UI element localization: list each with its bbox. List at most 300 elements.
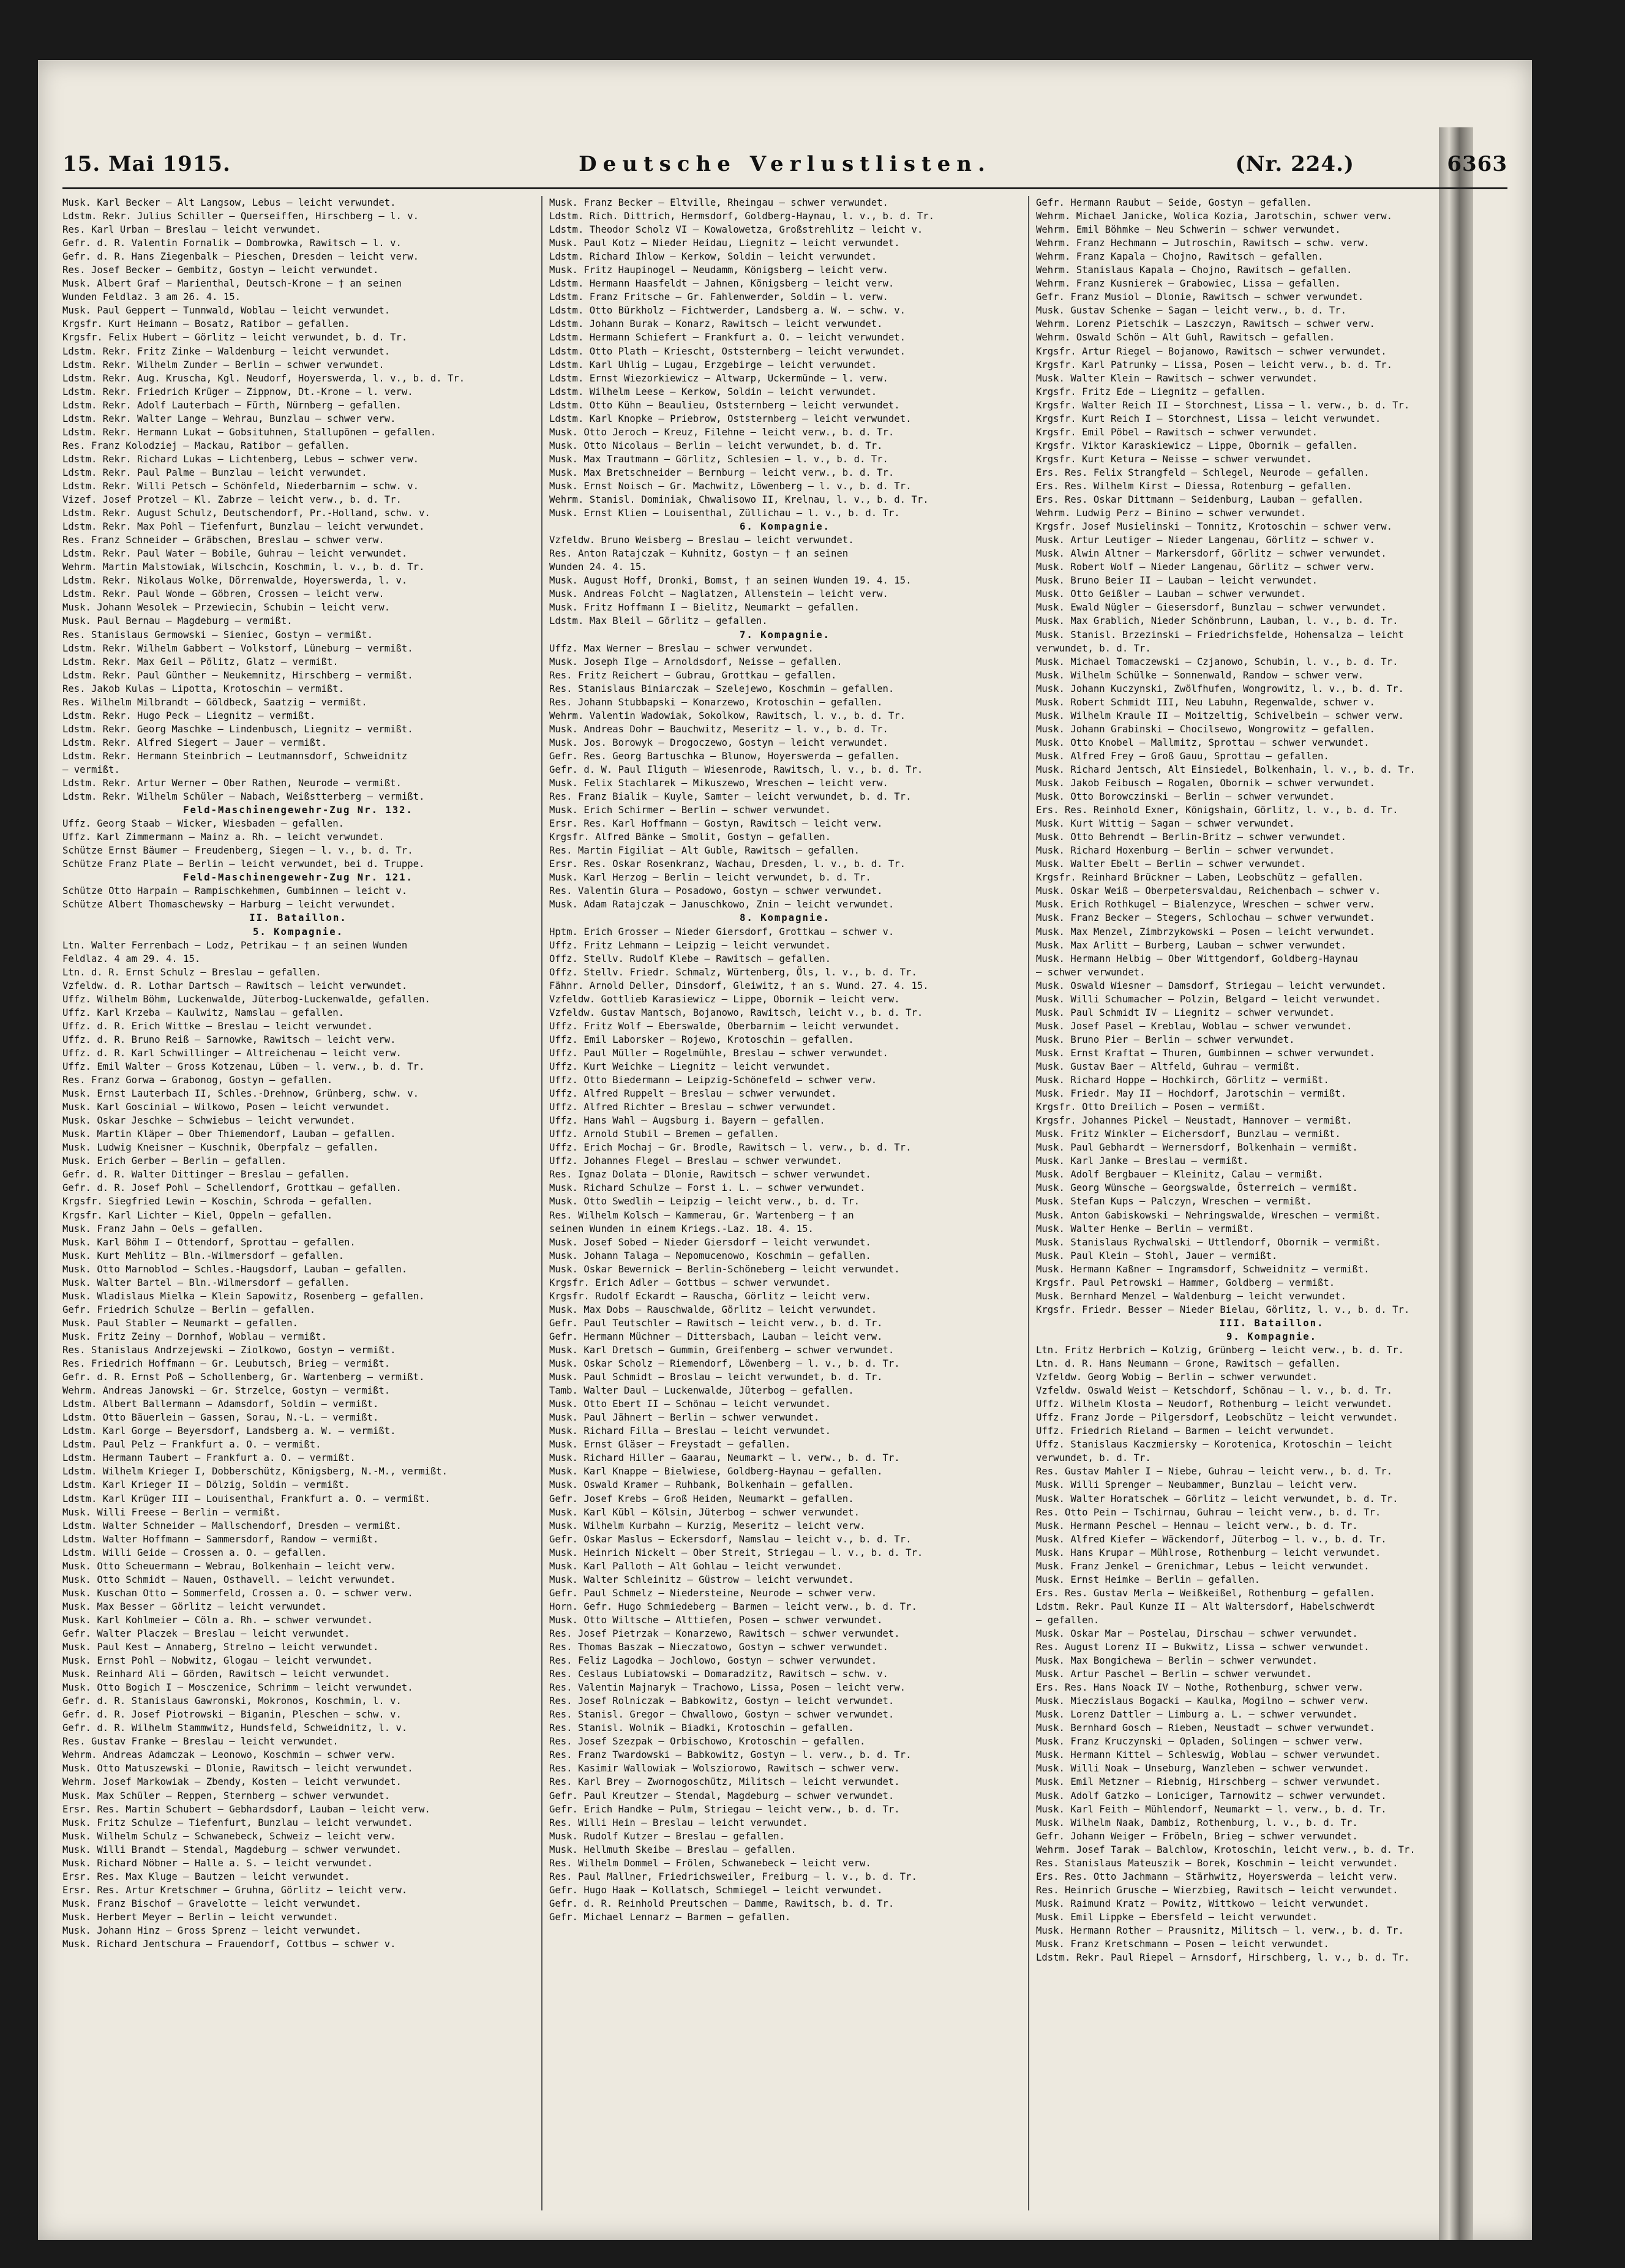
list-entry: Musk. Alwin Altner — Markersdorf, Görlitz — schwer verwundet. [1036,548,1387,560]
list-entry: Krgsfr. Artur Riegel — Bojanowo, Rawitsch — schwer verwundet. [1036,345,1387,357]
list-entry: Musk. Robert Schmidt III, Neu Labuhn, Regenwalde, schwer v. [1036,696,1375,708]
list-entry: Musk. Jakob Feibusch — Rogalen, Obornik — schwer verwundet. [1036,778,1375,789]
list-entry: Gefr. d. R. Reinhold Preutschen — Damme, Rawitsch, b. d. Tr. [549,1898,895,1909]
list-entry: Musk. Willi Noak — Unseburg, Wanzleben — schwer verwundet. [1036,1763,1370,1774]
list-entry: Musk. Emil Metzner — Riebnig, Hirschberg — schwer verwundet. [1036,1776,1381,1788]
list-entry: Uffz. Alfred Ruppelt — Breslau — schwer verwundet. [549,1088,837,1100]
list-entry: Gefr. Michael Lennarz — Barmen — gefallen. [549,1911,791,1923]
list-entry: Musk. Otto Nicolaus — Berlin — leicht verwundet, b. d. Tr. [549,440,883,451]
list-entry: Uffz. d. R. Karl Schwillinger — Altreichenau — leicht verw. [62,1047,402,1059]
list-entry: Musk. Walter Henke — Berlin — vermißt. [1036,1223,1255,1234]
list-entry: Musk. Paul Klein — Stohl, Jauer — vermißt. [1036,1250,1278,1261]
list-entry: Musk. Richard Jentsch, Alt Einsiedel, Bolkenhain, l. v., b. d. Tr. [1036,764,1416,775]
list-entry: Ldstm. Rekr. Artur Werner — Ober Rathen, Neurode — vermißt. [62,778,402,789]
list-entry: Gefr. Walter Placzek — Breslau — leicht verwundet. [62,1628,350,1639]
list-entry: Musk. Friedr. May II — Hochdorf, Jarotschin — vermißt. [1036,1088,1346,1100]
list-entry: Gefr. Josef Krebs — Groß Heiden, Neumarkt — gefallen. [549,1493,854,1504]
list-entry: Gefr. d. R. Valentin Fornalik — Dombrowka, Rawitsch — l. v. [62,238,402,249]
list-entry: Musk. Otto Geißler — Lauban — schwer verwundet. [1036,588,1307,600]
list-entry: Musk. Max Menzel, Zimbrzykowski — Posen — leicht verwundet. [1036,926,1375,937]
list-entry: Ersr. Res. Oskar Rosenkranz, Wachau, Dresden, l. v., b. d. Tr. [549,858,906,870]
list-entry: Musk. Otto Scheuermann — Webrau, Bolkenhain — leicht verw. [62,1560,396,1572]
section-heading: 5. Kompagnie. [252,926,344,937]
list-entry: Vzfeldw. Gustav Mantsch, Bojanowo, Rawitsch, leicht v., b. d. Tr. [549,1007,923,1018]
list-entry: Res. Valentin Glura — Posadowo, Gostyn — schwer verwundet. [549,885,883,897]
list-entry: Gefr. Hermann Raubut — Seide, Gostyn — gefallen. [1036,197,1312,208]
list-entry: Musk. Otto Wiltsche — Alttiefen, Posen — schwer verwundet. [549,1614,883,1626]
list-entry: Uffz. d. R. Erich Wittke — Breslau — leicht verwundet. [62,1020,373,1032]
list-entry: Uffz. d. R. Bruno Reiß — Sarnowke, Rawitsch — leicht verw. [62,1034,396,1045]
header-title: Deutsche Verlustlisten. [579,152,991,176]
list-entry: Krgsfr. Emil Pöbel — Rawitsch — schwer verwundet. [1036,426,1318,438]
section-heading: Feld-Maschinengewehr-Zug Nr. 121. [183,872,413,884]
column-divider [1028,196,1029,2210]
list-entry: Res. Gustav Franke — Breslau — leicht verwundet. [62,1736,339,1748]
list-entry: Musk. Andreas Dohr — Bauchwitz, Meseritz — l. v., b. d. Tr. [549,723,888,735]
list-entry: Res. Willi Hein — Breslau — leicht verwundet. [549,1817,808,1828]
list-entry: Res. Karl Urban — Breslau — leicht verwundet. [62,224,321,236]
list-entry: Musk. Erich Gerber — Berlin — gefallen. [62,1155,287,1167]
list-entry: Uffz. Johannes Flegel — Breslau — schwer verwundet. [549,1155,843,1167]
list-entry: Ldstm. Karl Uhlig — Lugau, Erzgebirge — leicht verwundet. [549,359,877,370]
list-entry: Res. Jakob Kulas — Lipotta, Krotoschin — vermißt. [62,683,345,694]
section-heading: 8. Kompagnie. [739,912,831,924]
list-entry: Tamb. Walter Daul — Luckenwalde, Jüterbog — gefallen. [549,1385,854,1397]
list-entry: Krgsfr. Kurt Heimann — Bosatz, Ratibor — gefallen. [62,318,350,330]
list-entry: Musk. Ernst Lauterbach II, Schles.-Drehnow, Grünberg, schw. v. [62,1088,419,1100]
columns-container [62,196,1507,2210]
list-entry: verwundet, b. d. Tr. [1036,642,1151,654]
list-entry: Res. Wilhelm Kolsch — Kammerau, Gr. Wartenberg — † an [549,1209,854,1221]
list-entry: Musk. Bernhard Menzel — Waldenburg — leicht verwundet. [1036,1290,1346,1302]
list-entry: Uffz. Georg Staab — Wicker, Wiesbaden — gefallen. [62,818,345,830]
header-page-number: 6363 [1447,152,1507,176]
list-entry: Uffz. Emil Laborsker — Rojewo, Krotoschin — gefallen. [549,1034,854,1045]
header-date: 15. Mai 1915. [62,152,231,176]
list-entry: Krgsfr. Otto Dreilich — Posen — vermißt. [1036,1102,1266,1113]
list-entry: Ldstm. Rekr. Richard Lukas — Lichtenberg, Lebus — schwer verw. [62,453,419,465]
list-entry: Gefr. d. R. Hans Ziegenbalk — Pieschen, Dresden — leicht verw. [62,251,419,263]
list-entry: Gefr. Paul Schmelz — Niedersteine, Neurode — schwer verw. [549,1587,877,1599]
list-entry: Musk. Johann Wesolek — Przewiecin, Schubin — leicht verw. [62,602,391,614]
list-entry: Musk. Oskar Jeschke — Schwiebus — leicht verwundet. [62,1115,356,1127]
list-entry: Krgsfr. Kurt Ketura — Neisse — schwer verwundet. [1036,453,1312,465]
list-entry: Musk. Adolf Bergbauer — Kleinitz, Calau — vermißt. [1036,1169,1324,1181]
section-heading: 6. Kompagnie. [739,521,831,533]
list-entry: Uffz. Alfred Richter — Breslau — schwer verwundet. [549,1102,837,1113]
list-entry: Musk. Oswald Kramer — Ruhbank, Bolkenhain — gefallen. [549,1479,854,1491]
list-entry: Offz. Stellv. Friedr. Schmalz, Würtenberg, Öls, l. v., b. d. Tr. [549,966,917,978]
list-entry: Musk. Kurt Mehlitz — Bln.-Wilmersdorf — gefallen. [62,1250,345,1261]
list-entry: Musk. Hermann Rother — Prausnitz, Militsch — l. verw., b. d. Tr. [1036,1925,1404,1936]
list-entry: Gefr. Johann Weiger — Fröbeln, Brieg — schwer verwundet. [1036,1830,1358,1842]
list-entry: Krgsfr. Josef Musielinski — Tonnitz, Krotoschin — schwer verw. [1036,521,1393,533]
list-entry: Gefr. d. R. Stanislaus Gawronski, Mokronos, Koschmin, l. v. [62,1695,402,1707]
list-entry: Musk. Gustav Schenke — Sagan — leicht verw., b. d. Tr. [1036,305,1346,317]
list-entry: — vermißt. [62,764,120,775]
list-entry: Krgsfr. Siegfried Lewin — Koschin, Schroda — gefallen. [62,1196,373,1207]
list-entry: Uffz. Wilhelm Böhm, Luckenwalde, Jüterbog-Luckenwalde, gefallen. [62,993,430,1005]
list-entry: Res. Franz Gorwa — Grabonog, Gostyn — gefallen. [62,1075,333,1086]
list-entry: Res. August Lorenz II — Bukwitz, Lissa — schwer verwundet. [1036,1642,1370,1653]
list-entry: Ldstm. Paul Pelz — Frankfurt a. O. — vermißt. [62,1439,321,1451]
list-entry: Musk. Stanisl. Brzezinski — Friedrichsfelde, Hohensalza — leicht [1036,629,1404,640]
list-entry: Musk. Andreas Folcht — Naglatzen, Allenstein — leicht verw. [549,588,888,600]
list-entry: Krgsfr. Felix Hubert — Görlitz — leicht verwundet, b. d. Tr. [62,332,408,344]
list-entry: Gefr. d. R. Josef Pohl — Schellendorf, Grottkau — gefallen. [62,1182,402,1194]
list-entry: Res. Fritz Reichert — Gubrau, Grottkau — gefallen. [549,669,837,681]
list-entry: Musk. Max Bongichewa — Berlin — schwer verwundet. [1036,1655,1318,1667]
list-entry: Krgsfr. Viktor Karaskiewicz — Lippe, Obornik — gefallen. [1036,440,1358,451]
list-entry: Res. Thomas Baszak — Nieczatowo, Gostyn — schwer verwundet. [549,1642,888,1653]
list-entry: Musk. Fritz Hoffmann I — Bielitz, Neumarkt — gefallen. [549,602,860,614]
column-2 [549,196,1021,2210]
list-entry: Musk. Fritz Schulze — Tiefenfurt, Bunzlau — leicht verwundet. [62,1817,413,1828]
list-entry: Musk. Erich Schirmer — Berlin — schwer verwundet. [549,805,831,816]
list-entry: Musk. Artur Leutiger — Nieder Langenau, Görlitz — schwer v. [1036,535,1375,546]
list-entry: Musk. Oskar Mar — Postelau, Dirschau — schwer verwundet. [1036,1628,1358,1639]
list-entry: Musk. Karl Janke — Breslau — vermißt. [1036,1155,1249,1167]
section-heading: 7. Kompagnie. [739,629,831,640]
list-entry: Musk. Albert Graf — Marienthal, Deutsch-Krone — † an seinen [62,278,402,290]
list-entry: Vzfeldw. Gottlieb Karasiewicz — Lippe, Obornik — leicht verw. [549,993,900,1005]
list-entry: Uffz. Karl Zimmermann — Mainz a. Rh. — leicht verwundet. [62,832,385,843]
list-entry: Ldstm. Rekr. Paul Riepel — Arnsdorf, Hirschberg, l. v., b. d. Tr. [1036,1952,1410,1964]
list-entry: Musk. Otto Marnoblod — Schles.-Haugsdorf, Lauban — gefallen. [62,1263,408,1275]
list-entry: Krgsfr. Paul Petrowski — Hammer, Goldberg — vermißt. [1036,1277,1335,1288]
list-entry: Musk. Fritz Zeiny — Dornhof, Woblau — vermißt. [62,1331,327,1342]
list-entry: Musk. Jos. Borowyk — Drogoczewo, Gostyn — leicht verwundet. [549,737,888,748]
list-entry: Musk. Stefan Kups — Palczyn, Wreschen — vermißt. [1036,1196,1312,1207]
list-entry: Musk. Paul Jähnert — Berlin — schwer verwundet. [549,1412,820,1424]
column-divider [541,196,542,2210]
list-entry: Ldstm. Hermann Haasfeldt — Jahnen, Königsberg — leicht verw. [549,278,895,290]
list-entry: Musk. Walter Bartel — Bln.-Wilmersdorf — gefallen. [62,1277,350,1288]
list-entry: Musk. Walter Schleinitz — Güstrow — leicht verwundet. [549,1574,854,1585]
list-entry: Musk. Rudolf Kutzer — Breslau — gefallen. [549,1830,785,1842]
list-entry: Res. Kasimir Wallowiak — Wolsziorowo, Rawitsch — schwer verw. [549,1763,900,1774]
list-entry: Res. Franz Kolodziej — Mackau, Ratibor — gefallen. [62,440,350,451]
list-entry: Musk. Oskar Scholz — Riemendorf, Löwenberg — l. v., b. d. Tr. [549,1358,900,1370]
list-entry: Ldstm. Richard Ihlow — Kerkow, Soldin — leicht verwundet. [549,251,877,263]
list-entry: Ers. Res. Felix Strangfeld — Schlegel, Neurode — gefallen. [1036,467,1370,478]
list-entry: Wehrm. Stanisl. Dominiak, Chwalisowo II, Krelnau, l. v., b. d. Tr. [549,494,929,506]
list-entry: Res. Franz Schneider — Gräbschen, Breslau — schwer verw. [62,535,385,546]
list-entry: Musk. Richard Filla — Breslau — leicht verwundet. [549,1425,831,1437]
list-entry: Wehrm. Stanislaus Kapala — Chojno, Rawitsch — gefallen. [1036,265,1353,276]
list-entry: Musk. Heinrich Nickelt — Ober Streit, Striegau — l. v., b. d. Tr. [549,1547,923,1558]
list-entry: Res. Ceslaus Lubiatowski — Domaradzitz, Rawitsch — schw. v. [549,1669,888,1680]
list-entry: Musk. Karl Feith — Mühlendorf, Neumarkt — l. verw., b. d. Tr. [1036,1803,1387,1815]
list-entry: Gefr. d. R. Walter Dittinger — Breslau — gefallen. [62,1169,350,1181]
list-entry: Res. Josef Becker — Gembitz, Gostyn — leicht verwundet. [62,265,379,276]
list-entry: Ldstm. Rekr. Paul Wonde — Göbren, Crossen — leicht verw. [62,588,385,600]
list-entry: Musk. Franz Jahn — Oels — gefallen. [62,1223,264,1234]
list-entry: Ldstm. Johann Burak — Konarz, Rawitsch — leicht verwundet. [549,318,883,330]
list-entry: Musk. Josef Sobed — Nieder Giersdorf — leicht verwundet. [549,1236,871,1248]
list-entry: Uffz. Otto Biedermann — Leipzig-Schönefeld — schwer verw. [549,1075,877,1086]
list-entry: Musk. Michael Tomaczewski — Czjanowo, Schubin, l. v., b. d. Tr. [1036,656,1398,667]
list-entry: Gefr. Hugo Haak — Kollatsch, Schmiegel — leicht verwundet. [549,1884,883,1896]
list-entry: Ldstm. Ernst Wiezorkiewicz — Altwarp, Uckermünde — l. verw. [549,372,888,384]
list-entry: Musk. Wilhelm Schulz — Schwanebeck, Schweiz — leicht verw. [62,1830,396,1842]
list-entry: Musk. Ludwig Kneisner — Kuschnik, Oberpfalz — gefallen. [62,1142,379,1154]
list-entry: Ldstm. Rekr. Aug. Kruscha, Kgl. Neudorf, Hoyerswerda, l. v., b. d. Tr. [62,372,465,384]
list-entry: Musk. Walter Klein — Rawitsch — schwer verwundet. [1036,372,1318,384]
list-entry: Musk. Karl Dretsch — Gummin, Greifenberg — schwer verwundet. [549,1344,895,1356]
list-entry: Musk. Karl Kohlmeier — Cöln a. Rh. — schwer verwundet. [62,1614,373,1626]
list-entry: Musk. Georg Wünsche — Georgswalde, Österreich — vermißt. [1036,1182,1358,1194]
list-entry: Res. Paul Mallner, Friedrichsweiler, Freiburg — l. v., b. d. Tr. [549,1871,917,1882]
list-entry: Musk. Wilhelm Kraule II — Moitzeltig, Schivelbein — schwer verw. [1036,710,1404,721]
list-entry: Krgsfr. Walter Reich II — Storchnest, Lissa — l. verw., b. d. Tr. [1036,399,1410,411]
list-entry: Musk. Hermann Kaßner — Ingramsdorf, Schweidnitz — vermißt. [1036,1263,1370,1275]
list-entry: Musk. Paul Stabler — Neumarkt — gefallen. [62,1317,298,1329]
list-entry: Musk. Robert Wolf — Nieder Langenau, Görlitz — schwer verw. [1036,561,1375,573]
list-entry: Ldstm. Rekr. Max Geil — Pölitz, Glatz — vermißt. [62,656,339,667]
list-entry: Ldstm. Karl Krüger III — Louisenthal, Frankfurt a. O. — vermißt. [62,1493,430,1504]
list-entry: Res. Martin Figiliat — Alt Guble, Rawitsch — gefallen. [549,845,860,857]
list-entry: Musk. Gustav Baer — Altfeld, Guhrau — vermißt. [1036,1061,1300,1072]
list-entry: Musk. Walter Ebelt — Berlin — schwer verwundet. [1036,858,1307,870]
list-entry: Res. Ignaz Dolata — Dlonie, Rawitsch — schwer verwundet. [549,1169,871,1181]
list-entry: Ers. Res. Gustav Merla — Weißkeißel, Rothenburg — gefallen. [1036,1587,1375,1599]
list-entry: Vzfeldw. Georg Wobig — Berlin — schwer verwundet. [1036,1372,1318,1383]
list-entry: Musk. Karl Goscinial — Wilkowo, Posen — leicht verwundet. [62,1102,391,1113]
list-entry: Musk. Karl Palloth — Alt Gohlau — leicht verwundet. [549,1560,843,1572]
list-entry: Ldstm. Rekr. Max Pohl — Tiefenfurt, Bunzlau — leicht verwundet. [62,521,425,533]
list-entry: Musk. Kurt Wittig — Sagan — schwer verwundet. [1036,818,1295,830]
list-entry: seinen Wunden in einem Kriegs.-Laz. 18. 4. 15. [549,1223,814,1234]
list-entry: Musk. Hermann Peschel — Hennau — leicht verw., b. d. Tr. [1036,1520,1358,1531]
list-entry: Res. Stanislaus Biniarczak — Szelejewo, Koschmin — gefallen. [549,683,895,694]
list-entry: Musk. Franz Bischof — Gravelotte — leicht verwundet. [62,1898,362,1909]
list-entry: Musk. Max Besser — Görlitz — leicht verwundet. [62,1601,327,1612]
list-entry: Musk. Emil Lippke — Ebersfeld — leicht verwundet. [1036,1911,1318,1923]
list-entry: Musk. Paul Gebhardt — Wernersdorf, Bolkenhain — vermißt. [1036,1142,1358,1154]
list-entry: Musk. Oskar Bewernick — Berlin-Schöneberg — leicht verwundet. [549,1263,900,1275]
list-entry: Res. Josef Rolniczak — Babkowitz, Gostyn — leicht verwundet. [549,1695,895,1707]
list-entry: Musk. Joseph Ilge — Arnoldsdorf, Neisse — gefallen. [549,656,843,667]
list-entry: Krgsfr. Karl Lichter — Kiel, Oppeln — gefallen. [62,1209,333,1221]
list-entry: Horn. Gefr. Hugo Schmiedeberg — Barmen — leicht verw., b. d. Tr. [549,1601,917,1612]
header-rule [62,187,1507,189]
list-entry: Ltn. d. R. Hans Neumann — Grone, Rawitsch — gefallen. [1036,1358,1341,1370]
list-entry: Musk. Ernst Heimke — Berlin — gefallen. [1036,1574,1261,1585]
list-entry: Ers. Res. Wilhelm Kirst — Diessa, Rotenburg — gefallen. [1036,480,1353,492]
list-entry: Res. Gustav Mahler I — Niebe, Guhrau — leicht verw., b. d. Tr. [1036,1466,1393,1478]
list-entry: Uffz. Franz Jorde — Pilgersdorf, Leobschütz — leicht verwundet. [1036,1412,1398,1424]
list-entry: Musk. Franz Becker — Eltville, Rheingau — schwer verwundet. [549,197,888,208]
list-entry: Musk. Otto Jeroch — Kreuz, Filehne — leicht verw., b. d. Tr. [549,426,895,438]
list-entry: Musk. Karl Herzog — Berlin — leicht verwundet, b. d. Tr. [549,872,871,884]
list-entry: Uffz. Friedrich Rieland — Barmen — leicht verwundet. [1036,1425,1335,1437]
list-entry: Wehrm. Oswald Schön — Alt Guhl, Rawitsch — gefallen. [1036,332,1335,344]
list-entry: Wehrm. Michael Janicke, Wolica Kozia, Jarotschin, schwer verw. [1036,211,1393,222]
list-entry: Musk. Franz Jenkel — Grenichmar, Lebus — leicht verwundet. [1036,1560,1370,1572]
list-entry: Vizef. Josef Protzel — Kl. Zabrze — leicht verw., b. d. Tr. [62,494,402,506]
list-entry: Ldstm. Rekr. Wilhelm Gabbert — Volkstorf, Lüneburg — vermißt. [62,642,413,654]
list-entry: Res. Wilhelm Dommel — Frölen, Schwanebeck — leicht verw. [549,1857,871,1869]
list-entry: Wehrm. Franz Hechmann — Jutroschin, Rawitsch — schw. verw. [1036,238,1370,249]
list-entry: Krgsfr. Erich Adler — Gottbus — schwer verwundet. [549,1277,831,1288]
list-entry: Musk. Johann Kuczynski, Zwölfhufen, Wongrowitz, l. v., b. d. Tr. [1036,683,1404,694]
list-entry: Res. Anton Ratajczak — Kuhnitz, Gostyn — † an seinen [549,548,849,560]
list-entry: Res. Stanisl. Wolnik — Biadki, Krotoschin — gefallen. [549,1722,854,1734]
list-entry: Musk. Richard Hiller — Gaarau, Neumarkt — l. verw., b. d. Tr. [549,1452,900,1464]
section-heading: III. Bataillon. [1219,1317,1324,1329]
list-entry: Res. Stanisl. Gregor — Chwallowo, Gostyn — schwer verwundet. [549,1709,895,1721]
list-entry: Musk. Johann Talaga — Nepomucenowo, Koschmin — gefallen. [549,1250,871,1261]
list-entry: Ldstm. Karl Gorge — Beyersdorf, Landsberg a. W. — vermißt. [62,1425,396,1437]
list-entry: Musk. Wladislaus Mielka — Klein Sapowitz, Rosenberg — gefallen. [62,1290,425,1302]
list-entry: Res. Heinrich Grusche — Wierzbieg, Rawitsch — leicht verwundet. [1036,1884,1398,1896]
list-entry: Musk. Oskar Weiß — Oberpetersvaldau, Reichenbach — schwer v. [1036,885,1381,897]
list-entry: Uffz. Emil Walter — Gross Kotzenau, Lüben — l. verw., b. d. Tr. [62,1061,425,1072]
list-entry: Wehrm. Josef Tarak — Balchlow, Krotoschin, leicht verw., b. d. Tr. [1036,1844,1416,1855]
list-entry: Musk. Richard Jentschura — Frauendorf, Cottbus — schwer v. [62,1939,396,1950]
section-heading: Feld-Maschinengewehr-Zug Nr. 132. [183,805,413,816]
list-entry: Musk. Otto Schmidt — Nauen, Osthavell. — leicht verwundet. [62,1574,396,1585]
list-entry: Gefr. Friedrich Schulze — Berlin — gefallen. [62,1304,316,1315]
list-entry: Gefr. d. R. Ernst Poß — Schollenberg, Gr. Wartenberg — vermißt. [62,1372,425,1383]
list-entry: Ldstm. Hermann Schiefert — Frankfurt a. O. — leicht verwundet. [549,332,906,344]
list-entry: Musk. Herbert Meyer — Berlin — leicht verwundet. [62,1911,339,1923]
list-entry: Musk. Karl Knappe — Bielwiese, Goldberg-Haynau — gefallen. [549,1466,883,1478]
list-entry: Uffz. Kurt Weichke — Liegnitz — leicht verwundet. [549,1061,831,1072]
list-entry: Feldlaz. 4 am 29. 4. 15. [62,953,201,964]
list-entry: Ldstm. Rekr. Paul Palme — Bunzlau — leicht verwundet. [62,467,367,478]
list-entry: Uffz. Paul Müller — Rogelmühle, Breslau — schwer verwundet. [549,1047,888,1059]
list-entry: Musk. Karl Böhm I — Ottendorf, Sprottau — gefallen. [62,1236,356,1248]
list-entry: Ltn. d. R. Ernst Schulz — Breslau — gefallen. [62,966,321,978]
list-entry: Musk. Hellmuth Skeibe — Breslau — gefallen. [549,1844,797,1855]
list-entry: Ldstm. Wilhelm Krieger I, Dobberschütz, Königsberg, N.-M., vermißt. [62,1466,448,1478]
list-entry: Musk. Willi Sprenger — Neubammer, Bunzlau — leicht verw. [1036,1479,1358,1491]
list-entry: — gefallen. [1036,1614,1100,1626]
list-entry: Ldstm. Karl Krieger II — Dölzig, Soldin — vermißt. [62,1479,350,1491]
list-entry: Musk. Paul Schmidt — Broslau — leicht verwundet, b. d. Tr. [549,1372,883,1383]
list-entry: Musk. Johann Hinz — Gross Sprenz — leicht verwundet. [62,1925,362,1936]
list-entry: Ldstm. Rekr. Alfred Siegert — Jauer — vermißt. [62,737,327,748]
list-entry: Res. Wilhelm Milbrandt — Göldbeck, Saatzig — vermißt. [62,696,367,708]
list-entry: Ldstm. Hermann Taubert — Frankfurt a. O. — vermißt. [62,1452,356,1464]
list-entry: Vzfeldw. Bruno Weisberg — Breslau — leicht verwundet. [549,535,854,546]
list-entry: Res. Franz Bialik — Kuyle, Samter — leicht verwundet, b. d. Tr. [549,791,912,803]
list-entry: Musk. Felix Stachlarek — Mikuszewo, Wreschen — leicht verw. [549,778,888,789]
list-entry: Gefr. d. W. Paul Iliguth — Wiesenrode, Rawitsch, l. v., b. d. Tr. [549,764,923,775]
list-entry: Ersr. Res. Karl Hoffmann — Gostyn, Rawitsch — leicht verw. [549,818,883,830]
list-entry: Ldstm. Rekr. Paul Kunze II — Alt Waltersdorf, Habelschwerdt [1036,1601,1375,1612]
list-entry: Musk. Hermann Helbig — Ober Wittgendorf, Goldberg-Haynau [1036,953,1358,964]
list-entry: Musk. Max Bretschneider — Bernburg — leicht verw., b. d. Tr. [549,467,895,478]
list-entry: Res. Franz Twardowski — Babkowitz, Gostyn — l. verw., b. d. Tr. [549,1749,912,1761]
list-entry: Wehrm. Ludwig Perz — Binino — schwer verwundet. [1036,508,1307,519]
list-entry: Gefr. Res. Georg Bartuschka — Blunow, Hoyerswerda — gefallen. [549,750,900,762]
list-entry: Schütze Albert Thomaschewsky — Harburg — leicht verwundet. [62,899,396,911]
list-entry: Gefr. Franz Musiol — Dlonie, Rawitsch — schwer verwundet. [1036,291,1364,303]
list-entry: Uffz. Stanislaus Kaczmiersky — Korotenica, Krotoschin — leicht [1036,1439,1393,1451]
list-entry: Fähnr. Arnold Deller, Dinsdorf, Gleiwitz, † an s. Wund. 27. 4. 15. [549,980,929,991]
list-entry: Gefr. Hermann Müchner — Dittersbach, Lauban — leicht verw. [549,1331,883,1342]
page-header [62,152,1507,186]
list-entry: Musk. Oswald Wiesner — Damsdorf, Striegau — leicht verwundet. [1036,980,1387,991]
list-entry: Ldstm. Rekr. Walter Lange — Wehrau, Bunzlau — schwer verw. [62,413,396,424]
list-entry: Musk. Franz Becker — Stegers, Schlochau — schwer verwundet. [1036,912,1375,924]
list-entry: Musk. Adolf Gatzko — Loniciger, Tarnowitz — schwer verwundet. [1036,1790,1387,1801]
list-entry: Musk. Paul Geppert — Tunnwald, Woblau — leicht verwundet. [62,305,391,317]
list-entry: Uffz. Hans Wahl — Augsburg i. Bayern — gefallen. [549,1115,825,1127]
list-entry: Musk. Max Schüler — Reppen, Sternberg — schwer verwundet. [62,1790,391,1801]
list-entry: Musk. Max Grablich, Nieder Schönbrunn, Lauban, l. v., b. d. Tr. [1036,615,1398,627]
header-issue-number: (Nr. 224.) [1235,152,1354,176]
list-entry: Musk. Fritz Winkler — Eichersdorf, Bunzlau — vermißt. [1036,1128,1341,1140]
list-entry: Musk. Hans Krupar — Mühlrose, Rothenburg — leicht verwundet. [1036,1547,1381,1558]
list-entry: Musk. Alfred Frey — Groß Gauu, Sprottau — gefallen. [1036,750,1329,762]
list-entry: Schütze Franz Plate — Berlin — leicht verwundet, bei d. Truppe. [62,858,425,870]
list-entry: Musk. Richard Nöbner — Halle a. S. — leicht verwundet. [62,1857,373,1869]
list-entry: Musk. Paul Schmidt IV — Liegnitz — schwer verwundet. [1036,1007,1335,1018]
list-entry: Musk. Ernst Pohl — Nobwitz, Glogau — leicht verwundet. [62,1655,373,1667]
list-entry: Ltn. Fritz Herbrich — Kolzig, Grünberg — leicht verw., b. d. Tr. [1036,1344,1404,1356]
list-entry: Musk. Mieczislaus Bogacki — Kaulka, Mogilno — schwer verw. [1036,1695,1370,1707]
list-entry: Vzfeldw. d. R. Lothar Dartsch — Rawitsch — leicht verwundet. [62,980,408,991]
list-entry: verwundet, b. d. Tr. [1036,1452,1151,1464]
list-entry: Ldstm. Karl Knopke — Priebrow, Oststernberg — leicht verwundet. [549,413,912,424]
list-entry: Musk. Max Arlitt — Burberg, Lauban — schwer verwundet. [1036,939,1346,951]
list-entry: Krgsfr. Reinhard Brückner — Laben, Leobschütz — gefallen. [1036,872,1364,884]
list-entry: Musk. Fritz Haupinogel — Neudamm, Königsberg — leicht verw. [549,265,888,276]
list-entry: Musk. Ernst Gläser — Freystadt — gefallen. [549,1439,791,1451]
list-entry: Ldstm. Rekr. Fritz Zinke — Waldenburg — leicht verwundet. [62,345,391,357]
list-entry: Ldstm. Rekr. Wilhelm Schüler — Nabach, Weißstterberg — vermißt. [62,791,425,803]
list-entry: Ldstm. Walter Schneider — Mallschendorf, Dresden — vermißt. [62,1520,402,1531]
list-entry: Musk. Franz Kruczynski — Opladen, Solingen — schwer verw. [1036,1736,1364,1748]
list-entry: Ldstm. Rekr. Hugo Peck — Liegnitz — vermißt. [62,710,316,721]
list-entry: Musk. Otto Borowczinski — Berlin — schwer verwundet. [1036,791,1335,803]
list-entry: Res. Stanislaus Mateuszik — Borek, Koschmin — leicht verwundet. [1036,1857,1398,1869]
list-entry: Musk. Ewald Nügler — Giesersdorf, Bunzlau — schwer verwundet. [1036,602,1387,614]
list-entry: Wehrm. Martin Malstowiak, Wilschcin, Koschmin, l. v., b. d. Tr. [62,561,425,573]
list-entry: Musk. Richard Hoppe — Hochkirch, Görlitz — vermißt. [1036,1075,1329,1086]
list-entry: Ldstm. Rekr. Hermann Steinbrich — Leutmannsdorf, Schweidnitz [62,750,408,762]
section-heading: II. Bataillon. [249,912,347,924]
list-entry: Uffz. Erich Mochaj — Gr. Brodle, Rawitsch — l. verw., b. d. Tr. [549,1142,912,1154]
list-entry: Res. Karl Brey — Zwornogoschütz, Militsch — leicht verwundet. [549,1776,900,1788]
list-entry: Uffz. Max Werner — Breslau — schwer verwundet. [549,642,814,654]
list-entry: Wehrm. Franz Kapala — Chojno, Rawitsch — gefallen. [1036,251,1324,263]
list-entry: Musk. Willi Schumacher — Polzin, Belgard — leicht verwundet. [1036,993,1381,1005]
list-entry: Ldstm. Max Bleil — Görlitz — gefallen. [549,615,768,627]
list-entry: Musk. Anton Gabiskowski — Nehringswalde, Wreschen — vermißt. [1036,1209,1381,1221]
list-entry: Musk. Paul Bernau — Magdeburg — vermißt. [62,615,293,627]
list-entry: Musk. Paul Kotz — Nieder Heidau, Liegnitz — leicht verwundet. [549,238,900,249]
list-entry: Res. Otto Pein — Tschirnau, Guhrau — leicht verw., b. d. Tr. [1036,1506,1381,1518]
list-entry: Res. Valentin Majnaryk — Trachowo, Lissa, Posen — leicht verw. [549,1682,906,1694]
list-entry: Musk. Max Dobs — Rauschwalde, Görlitz — leicht verwundet. [549,1304,877,1315]
list-entry: Musk. Wilhelm Kurbahn — Kurzig, Meseritz — leicht verw. [549,1520,866,1531]
list-entry: Musk. Franz Kretschmann — Posen — leicht verwundet. [1036,1939,1329,1950]
section-heading: 9. Kompagnie. [1226,1331,1318,1342]
list-entry: Ldstm. Willi Geide — Crossen a. O. — gefallen. [62,1547,327,1558]
list-entry: Wunden Feldlaz. 3 am 26. 4. 15. [62,291,241,303]
list-entry: Ers. Res. Reinhold Exner, Königshain, Görlitz, l. v., b. d. Tr. [1036,805,1398,816]
list-entry: Musk. Ernst Klien — Louisenthal, Züllichau — l. v., b. d. Tr. [549,508,900,519]
list-entry: Musk. Artur Paschel — Berlin — schwer verwundet. [1036,1669,1312,1680]
list-entry: Musk. Otto Bogich I — Mosczenice, Schrimm — leicht verwundet. [62,1682,413,1694]
list-entry: Musk. Max Trautmann — Görlitz, Schlesien — l. v., b. d. Tr. [549,453,888,465]
list-entry: Ldstm. Rekr. August Schulz, Deutschendorf, Pr.-Holland, schw. v. [62,508,430,519]
